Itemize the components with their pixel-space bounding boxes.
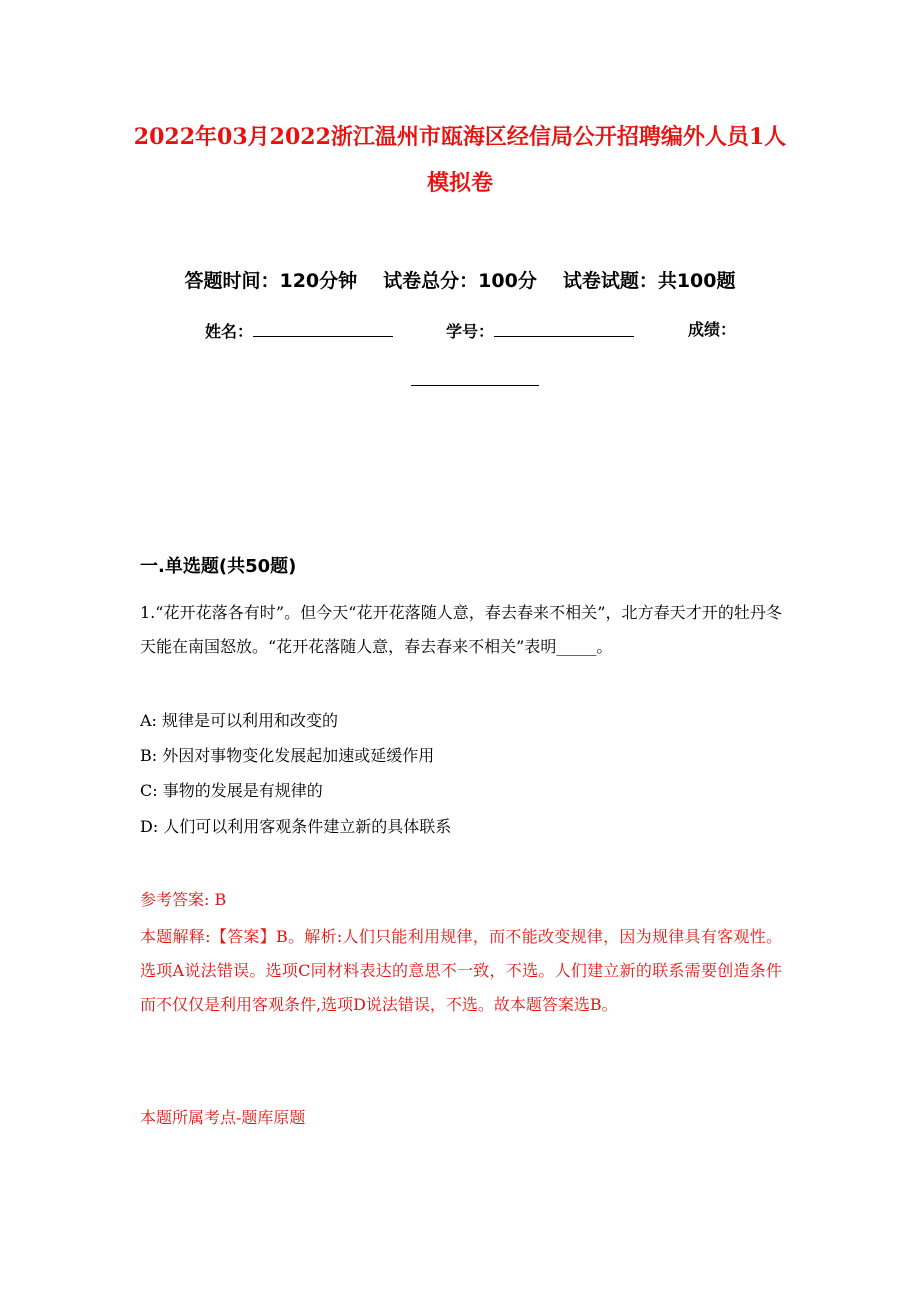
option-d: D: 人们可以利用客观条件建立新的具体联系 [140,817,452,836]
student-id-blank [494,314,634,337]
question-text: 1.“花开花落各有时”。但今天“花开花落随人意，春去春来不相关”，北方春天才开的牡丹冬天能在南国怒放。“花开花落随人意，春去春来不相关”表明_____。 [140,603,782,656]
answer-explanation: 本题解释:【答案】B。解析:人们只能利用规律，而不能改变规律，因为规律具有客观性。选项A说法错误。选项C同材料表达的意思不一致，不选。人们建立新的联系需要创造条件而不仅仅是利用客观条件,选项D说法错误，不选。故本题答案选B。 [140,927,782,1014]
reference-answer: 参考答案: B [140,890,227,909]
exam-time: 答题时间：120分钟 [184,270,358,292]
section-title: 一.单选题(共50题) [140,556,297,577]
exam-title-line1: 2022年03月2022浙江温州市瓯海区经信局公开招聘编外人员1人 [133,124,787,150]
option-b: B: 外因对事物变化发展起加速或延缓作用 [140,746,435,765]
exam-meta [100,264,820,298]
exam-question-count: 试卷试题：共100题 [562,270,736,292]
option-c: C: 事物的发展是有规律的 [140,781,323,800]
exam-title-line2: 模拟卷 [426,170,493,196]
score-blank [411,385,539,386]
knowledge-point: 本题所属考点-题库原题 [140,1108,306,1127]
option-a: A: 规律是可以利用和改变的 [140,711,339,730]
name-blank [253,314,393,337]
exam-total-score: 试卷总分：100分 [383,270,537,292]
name-field [205,314,393,348]
student-id-field [446,314,634,348]
name-label: 姓名： [205,322,254,341]
score-label: 成绩： [688,320,737,339]
score-field [688,314,736,346]
student-id-label: 学号： [446,322,495,341]
